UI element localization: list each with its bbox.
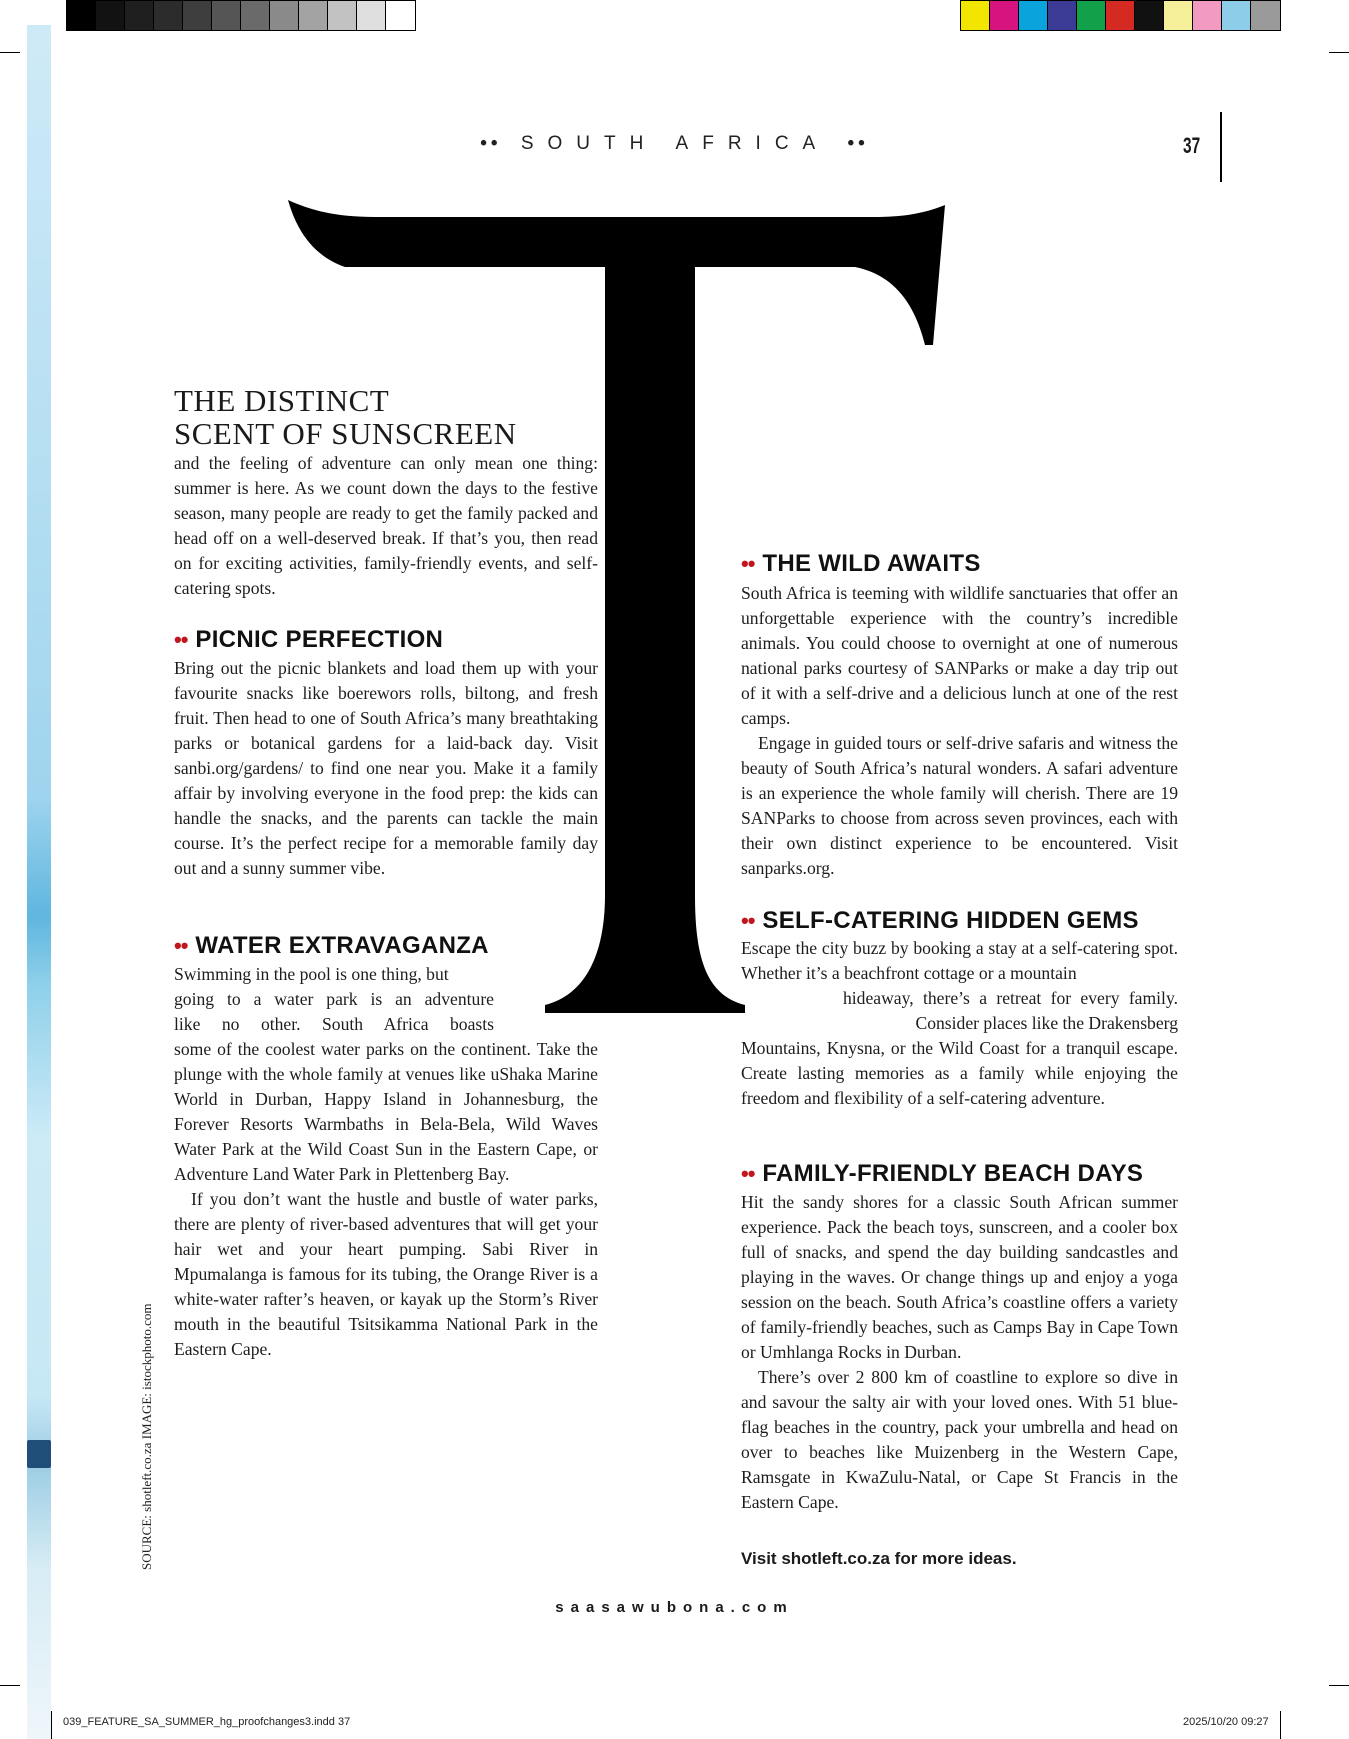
heading-dots: •• [741,908,755,933]
water-text: some of the coolest water parks on the continent. Take the plunge with the whole family at venues like uShaka Marine World in Durban, Happy Island in Johannesburg, the Forever Resorts Warmbaths in Bela-Bela, Wild Waves Water Park at the Wild Coast Sun in the Eastern Cape, or Adventure Land Water Park in Plettenberg Bay. [174,1039,598,1184]
self-catering-text-2: hideaway, there’s a retreat for every family. [843,988,1178,1008]
gray-swatch [328,1,357,30]
picnic-text: Bring out the picnic blankets and load them up with your favourite snacks like boerewors rolls, biltong, and fresh fruit. Then head to one of South Africa’s many breathtaking parks or botanical gardens for a laid-back day. Visit sanbi.org/gardens/ to find one near you. Make it a family affair by involving everyone in the food prep: the kids can handle the snacks, and the parents can tackle the main course. It’s the perfect recipe for a memorable family day out and a sunny summer vibe. [174,658,598,878]
bleed-photo-rock [27,1440,51,1468]
svg-text:T: T [255,195,256,196]
self-catering-body-top [741,936,1178,986]
heading-water-extravaganza [174,932,489,960]
self-catering-body [741,1011,1178,1111]
call-to-action-link[interactable]: Visit shotleft.co.za for more ideas. [741,1549,1017,1568]
color-swatch [1019,1,1048,30]
slug-filename: 039_FEATURE_SA_SUMMER_hg_proofchanges3.indd 37 [63,1716,351,1728]
color-swatch [961,1,990,30]
running-head-dots-left: •• [480,133,502,154]
color-swatch [990,1,1019,30]
self-catering-body-wrap [843,986,1178,1011]
water-body-wrap [174,962,494,1037]
water-text-line-3: like no other. South Africa boasts [174,1014,494,1034]
gray-swatch [241,1,270,30]
gray-swatch [154,1,183,30]
heading-text: PICNIC PERFECTION [195,626,444,653]
crop-mark [1280,1711,1281,1739]
water-text-line-1: Swimming in the pool is one thing, but [174,964,449,984]
color-swatch [1106,1,1135,30]
heading-dots: •• [174,933,188,958]
color-swatch [1048,1,1077,30]
crop-mark [1329,52,1349,53]
beach-text-2: There’s over 2 800 km of coastline to explore so dive in and savour the salty air with your loved ones. With 51 blue-flag beaches in the country, pack your umbrella and head on over to beaches like Muizenberg in the Western Cape, Ramsgate in KwaZulu-Natal, or Cape St Francis in the Eastern Cape. [741,1367,1178,1512]
grayscale-calibration-bar [66,0,416,31]
article-title-line-2: SCENT OF SUNSCREEN [174,416,517,451]
image-credit: SOURCE: shotleft.co.za IMAGE: istockphoto.com [139,1303,154,1570]
gray-swatch [270,1,299,30]
wild-text-2: Engage in guided tours or self-drive safaris and witness the beauty of South Africa’s natural wonders. A safari adventure is an experience the whole family will cherish. There are 19 SANParks to choose from across seven provinces, each with their own distinct experience to be encountered. Visit sanparks.org. [741,733,1178,878]
color-swatch [1135,1,1164,30]
heading-text: WATER EXTRAVAGANZA [195,932,489,959]
slug-date: 2025/10/20 09:27 [1183,1716,1269,1728]
running-head-text: SOUTH AFRICA [520,133,829,154]
intro-text: and the feeling of adventure can only mean one thing: summer is here. As we count down the days to the festive season, many people are ready to get the family packed and head off on a well-deserved break. If that’s you, then read on for exciting activities, family-friendly events, and self-catering spots. [174,453,598,598]
gray-swatch [183,1,212,30]
heading-text: FAMILY-FRIENDLY BEACH DAYS [762,1160,1144,1187]
beach-body [741,1190,1178,1515]
self-catering-text-3: Consider places like the Drakensberg [915,1013,1178,1033]
gray-swatch [96,1,125,30]
running-head [0,133,1349,155]
article-title [174,384,517,450]
page-number: 37 [1183,133,1201,158]
water-text-2: If you don’t want the hustle and bustle of water parks, there are plenty of river-based adventures that will get your hair wet and your heart pumping. Sabi River in Mpumalanga is famous for its tubing, the Orange River is a white-water rafter’s heaven, or kayak up the Storm’s River mouth in the beautiful Tsitsikamma National Park in the Eastern Cape. [174,1189,598,1359]
crop-mark [0,1685,20,1686]
heading-picnic-perfection [174,626,443,654]
gray-swatch [357,1,386,30]
color-swatch [1251,1,1280,30]
color-swatch [1193,1,1222,30]
heading-family-friendly-beach-days [741,1160,1143,1188]
intro-paragraph [174,451,598,601]
color-swatch [1164,1,1193,30]
water-text-line-2: going to a water park is an adventure [174,989,494,1009]
crop-mark [51,1711,52,1739]
gray-swatch [212,1,241,30]
heading-the-wild-awaits [741,550,981,578]
page-number-rule [1220,112,1222,182]
self-catering-text-1: Escape the city buzz by booking a stay at a self-catering spot. Whether it’s a beachfront cottage or a mountain [741,938,1178,983]
heading-text: THE WILD AWAITS [762,550,981,577]
heading-dots: •• [741,1161,755,1186]
gray-swatch [125,1,154,30]
running-head-dots-right: •• [847,133,869,154]
beach-text-1: Hit the sandy shores for a classic South African summer experience. Pack the beach toys, sunscreen, and a cooler box full of snacks, and spend the day building sandcastles and playing in the waves. Or change things up and enjoy a yoga session on the beach. South Africa’s coastline offers a variety of family-friendly beaches, such as Camps Bay in Cape Town or Umhlanga Rocks in Durban. [741,1192,1178,1362]
heading-text: SELF-CATERING HIDDEN GEMS [762,907,1139,934]
heading-dots: •• [741,551,755,576]
gray-swatch [67,1,96,30]
color-swatch [1077,1,1106,30]
article-title-line-1: THE DISTINCT [174,383,390,418]
water-body [174,1037,598,1362]
heading-dots: •• [174,627,188,652]
crop-mark [0,52,20,53]
picnic-body [174,656,598,881]
wild-text-1: South Africa is teeming with wildlife sanctuaries that offer an unforgettable experience with the country’s incredible animals. You could choose to overnight at one of numerous national parks courtesy of SANParks or make a day trip out of it with a self-drive and a delicious lunch at one of the rest camps. [741,583,1178,728]
crop-mark [1329,1685,1349,1686]
gray-swatch [299,1,328,30]
gray-swatch [386,1,415,30]
color-calibration-bar [960,0,1281,31]
bleed-photo-strip [27,25,51,1739]
color-swatch [1222,1,1251,30]
website-footer[interactable]: saasawubona.com [555,1599,794,1616]
wild-body [741,581,1178,881]
heading-self-catering-hidden-gems [741,907,1139,935]
self-catering-text-4: Mountains, Knysna, or the Wild Coast for a tranquil escape. Create lasting memories as a family while enjoying the freedom and flexibility of a self-catering adventure. [741,1038,1178,1108]
